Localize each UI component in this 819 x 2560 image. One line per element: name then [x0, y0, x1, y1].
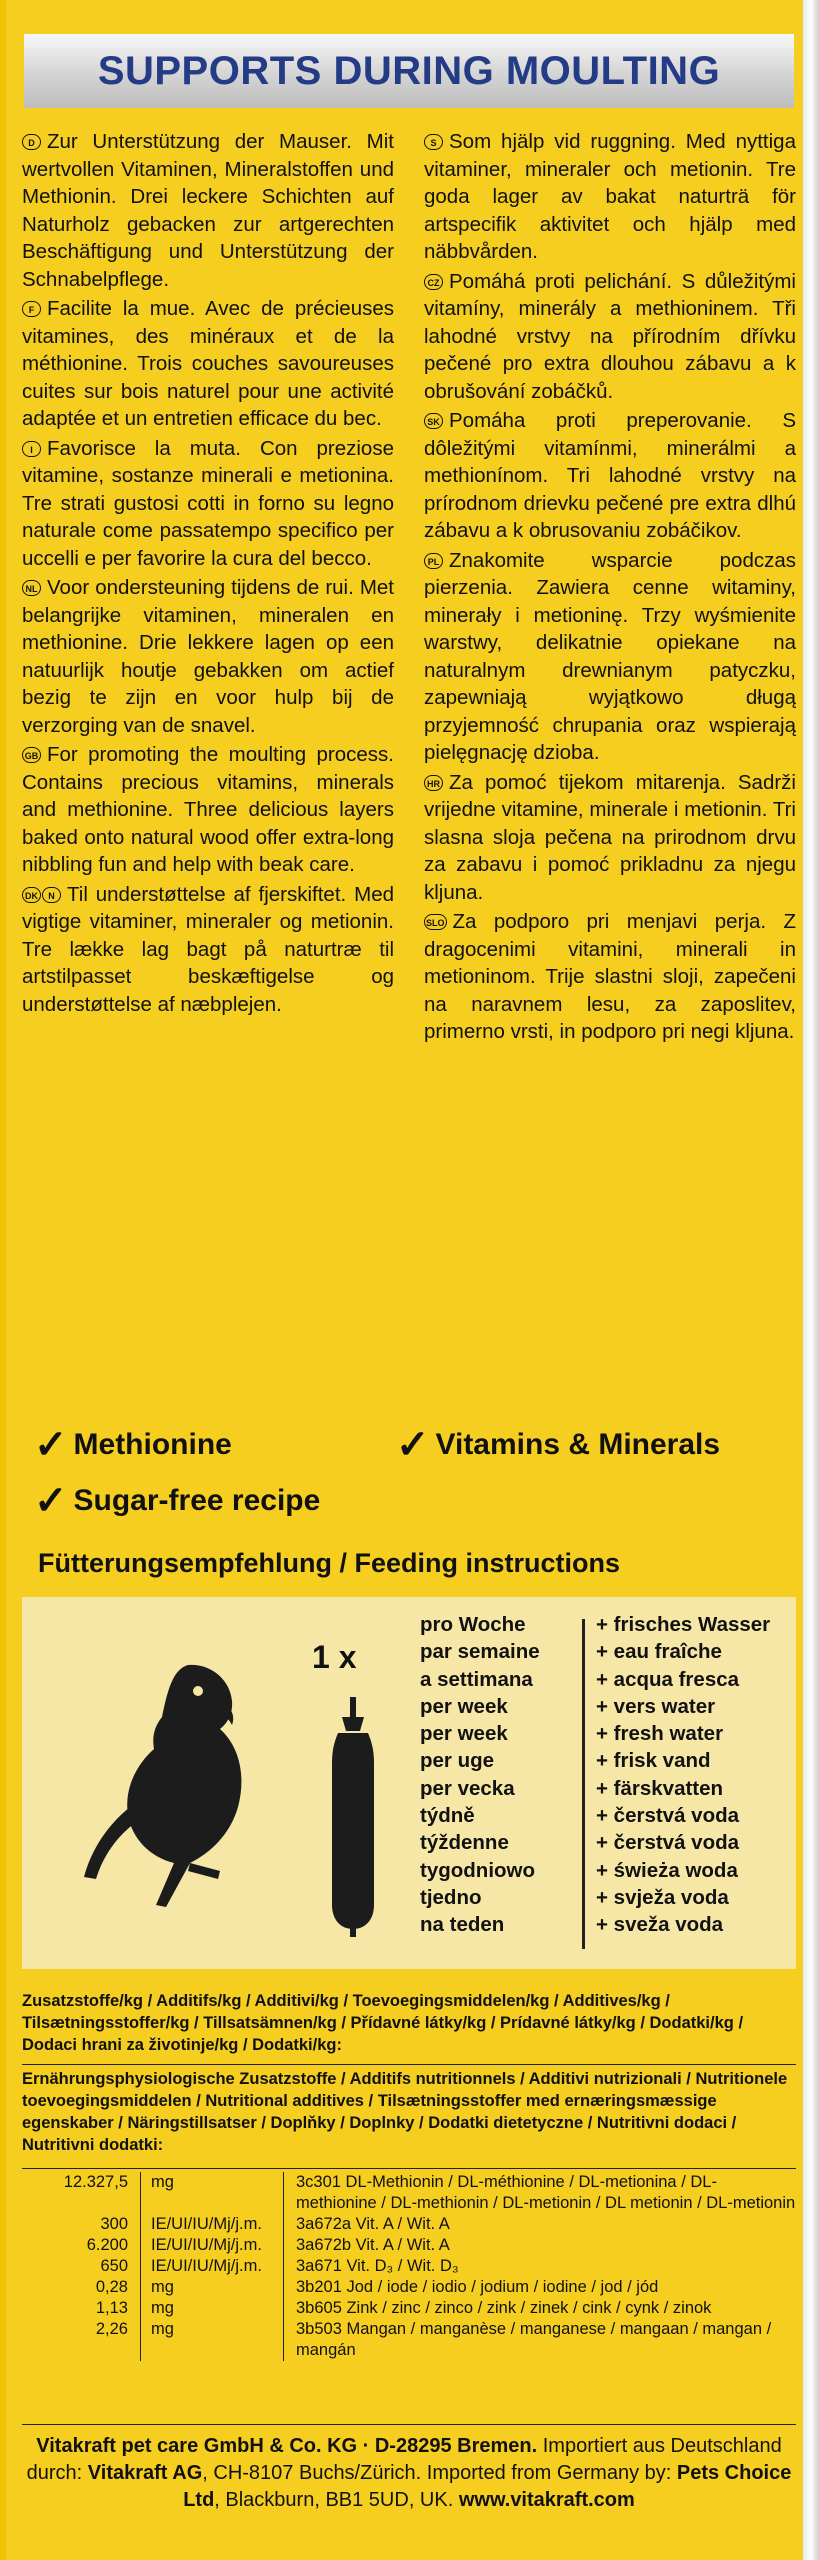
language-code-badge: SLO: [424, 914, 447, 930]
additive-amount: 650: [100, 2257, 128, 2275]
additives-heading: Zusatzstoffe/kg / Additifs/kg / Additivi/kg / Toevoegingsmiddelen/kg / Additives/kg / Tilsætningsstoffer/kg / Tillsatsämnen/kg / Přídavné látky/kg / Prídavné látky/kg / Dodatki/kg / Dodaci hrani za životinje/kg / Dodatki/kg:: [22, 1992, 744, 2054]
language-paragraph: [22, 741, 394, 879]
table-row: [22, 2319, 796, 2361]
water-item: + čerstvá voda: [596, 1804, 740, 1828]
language-text: Til understøttelse af fjerskiftet. Med vigtige vitaminer, mineraler og metionin. Tre lække lag bagt på naturtræ til artstilpasset beskæftigelse og understøttelse af næbplejen.: [22, 882, 394, 1016]
checkmark-icon: ✓: [34, 1423, 68, 1467]
left-edge: [0, 0, 6, 2560]
language-code-badge: HR: [424, 775, 443, 791]
language-paragraph: [424, 407, 796, 545]
language-text: Pomáhá proti pelichání. S důležitými vitamíny, minerály a methioninem. Tři lahodné vrstvy na přírodním dřívku pečené pro extra dlouhou zábavu a k obrušování zobáčků.: [424, 269, 796, 403]
table-row: [22, 2214, 796, 2235]
water-item: + frisk vand: [596, 1749, 711, 1773]
language-paragraph: [22, 574, 394, 739]
language-paragraph: [424, 128, 796, 266]
seed-stick-icon: [304, 1697, 404, 1937]
water-list: [596, 1611, 770, 1939]
additive-amount: 300: [100, 2215, 128, 2233]
nutritional-additives-heading: Ernährungsphysiologische Zusatzstoffe / Additifs nutritionnels / Additivi nutrizionali / Nutritionele toevoegingsmiddelen / Nutritional additives / Tilsætningsstoffer med ernæringsmæssige egenskaber / Näringstillsatser / Doplňky / Doplnky / Dodatki dietetyczne / Nutritivni dodaci / Nutritivni dodatki:: [22, 2070, 788, 2154]
checkmark-icon: ✓: [34, 1479, 68, 1523]
language-paragraph: [424, 547, 796, 767]
table-row: [22, 2256, 796, 2277]
additive-amount: 6.200: [86, 2236, 128, 2254]
water-item: + frisches Wasser: [596, 1613, 771, 1636]
claim-methionine: ✓ Methionine: [34, 1423, 232, 1467]
additive-unit: IE/UI/IU/Mj/j.m.: [141, 2214, 284, 2235]
language-paragraph: [424, 769, 796, 907]
language-code-badge: PL: [424, 553, 443, 569]
additives-table: [22, 2172, 796, 2361]
additive-unit: mg: [141, 2298, 284, 2319]
language-paragraph: [22, 881, 394, 1019]
water-item: + svježa voda: [596, 1885, 729, 1909]
additive-description: 3b503 Mangan / manganèse / manganese / mangaan / mangan / mangán: [284, 2319, 797, 2361]
language-code-badge: SK: [424, 413, 443, 429]
additive-amount: 0,28: [95, 2278, 128, 2296]
additive-description: 3b605 Zink / zinc / zinco / zink / zinek / cink / cynk / zinok: [284, 2298, 797, 2319]
website-link[interactable]: www.vitakraft.com: [458, 2489, 635, 2511]
additive-amount: 2,26: [95, 2320, 128, 2338]
language-text: Pomáha proti preperovanie. S dôležitými vitamínmi, minerálmi a methionínom. Tri lahodné vrstvy na prírodnom drievku pečené pre extra dlhú zábavu a k obrusovaniu zobáčikov.: [424, 409, 796, 542]
water-item: + färskvatten: [596, 1776, 724, 1800]
left-column: [22, 128, 394, 1048]
language-text: Znakomite wsparcie podczas pierzenia. Zawiera cenne witaminy, minerały i metioninę. Trzy wyśmienite warstwy, delikatnie opiekane na naturalnym drewnianym patyczku, zapewniają wyjątkowo długą przyjemność chrupania oraz wspierają pielęgnację dzioba.: [424, 548, 796, 764]
water-item: + čerstvá voda: [596, 1831, 740, 1855]
language-code-badge: I: [22, 441, 41, 457]
additive-description: 3c301 DL-Methionin / DL-méthionine / DL-metionina / DL-methionine / DL-methionin / DL-metionin / DL metionin / DL-metionin: [284, 2172, 797, 2214]
banner-title: SUPPORTS DURING MOULTING: [97, 48, 721, 93]
language-text: Favorisce la muta. Con preziose vitamine, sostanze minerali e metionina. Tre strati gustosi cotti in forno su legno naturale come passatempo specifico per uccelli e per favorire la cura del becco.: [22, 436, 394, 570]
additive-description: 3b201 Jod / iode / iodio / jodium / iodine / jod / jód: [284, 2277, 797, 2298]
manufacturer-footer: Vitakraft pet care GmbH & Co. KG · D-28295 Bremen. Importiert aus Deutschland durch: Vitakraft AG, CH-8107 Buchs/Zürich. Imported from Germany by: Pets Choice Ltd, Blackburn, BB1 5UD, UK. www.vitakraft.com: [26, 2435, 792, 2511]
table-row: [22, 2277, 796, 2298]
frequency-item: per week: [420, 1722, 508, 1746]
additive-amount: 1,13: [95, 2299, 128, 2317]
frequency-list: [420, 1611, 540, 1939]
additive-unit: IE/UI/IU/Mj/j.m.: [141, 2235, 284, 2256]
language-text: For promoting the moulting process. Contains precious vitamins, minerals and methionine. Three delicious layers baked onto natural wood offer extra-long nibbling fun and help with beak care.: [22, 743, 394, 876]
frequency-item: tjedno: [420, 1885, 482, 1909]
water-item: + fresh water: [596, 1722, 724, 1746]
language-paragraph: [22, 128, 394, 293]
language-code-badge: D: [22, 134, 41, 150]
table-row: [22, 2298, 796, 2319]
frequency-item: na teden: [420, 1913, 505, 1937]
frequency-item: per week: [420, 1694, 508, 1718]
additive-description: 3a671 Vit. D₃ / Wit. D₃: [284, 2256, 797, 2277]
checkmark-icon: ✓: [396, 1423, 430, 1467]
additive-unit: IE/UI/IU/Mj/j.m.: [141, 2256, 284, 2277]
additive-amount: 12.327,5: [63, 2173, 128, 2191]
language-code-badge: N: [42, 887, 61, 903]
table-row: [22, 2172, 796, 2214]
water-item: + eau fraîche: [596, 1640, 722, 1664]
claim-vitamins: ✓ Vitamins & Minerals: [396, 1423, 721, 1467]
frequency-item: tygodniowo: [420, 1858, 536, 1882]
frequency-item: týdně: [420, 1804, 475, 1828]
water-item: + acqua fresca: [596, 1667, 740, 1691]
additive-unit: mg: [141, 2172, 284, 2214]
frequency-item: par semaine: [420, 1640, 540, 1664]
claim-sugar-free: ✓ Sugar-free recipe: [34, 1479, 321, 1523]
rule-mid: [22, 2168, 796, 2169]
rule-bottom: [22, 2424, 796, 2425]
frequency-item: a settimana: [420, 1667, 533, 1691]
language-paragraph: [22, 295, 394, 433]
language-text: Facilite la mue. Avec de précieuses vitamines, des minéraux et de la méthionine. Trois couches savoureuses cuites sur bois naturel pour une activité adaptée et un entretien efficace du bec.: [22, 297, 394, 430]
table-row: [22, 2235, 796, 2256]
rule-top: [22, 2064, 796, 2065]
frequency-item: per vecka: [420, 1776, 515, 1800]
language-code-badge: GB: [22, 747, 41, 763]
water-item: + sveža voda: [596, 1913, 724, 1937]
language-paragraph: [22, 435, 394, 573]
language-text: Za pomoć tijekom mitarenja. Sadrži vrijedne vitamine, minerale i metionin. Tri slasna sloja pečena na prirodnom drvu za zabavu i pomoć prikladnu za njegu kljuna.: [424, 770, 796, 904]
quantity: 1 x: [312, 1639, 357, 1675]
claims: [34, 1425, 794, 1545]
right-edge-silver: [803, 0, 819, 2560]
language-paragraph: [424, 268, 796, 406]
feeding-title: Fütterungsempfehlung / Feeding instructions: [38, 1548, 621, 1578]
additive-unit: mg: [141, 2277, 284, 2298]
frequency-item: per uge: [420, 1749, 495, 1773]
language-code-badge: F: [22, 301, 41, 317]
feeding-instructions-box: [22, 1597, 796, 1969]
language-text: Zur Unterstützung der Mauser. Mit wertvollen Vitaminen, Mineralstoffen und Methionin. Drei leckere Schichten auf Naturholz gebacken zur artgerechten Beschäftigung und Unterstützung der Schnabelpflege.: [22, 130, 394, 291]
additive-description: 3a672b Vit. A / Wit. A: [284, 2235, 797, 2256]
language-code-badge: CZ: [424, 274, 443, 290]
additive-description: 3a672a Vit. A / Wit. A: [284, 2214, 797, 2235]
parrot-icon: [70, 1657, 260, 1917]
title-banner: [24, 34, 794, 108]
right-column: [424, 128, 796, 1048]
language-text: Som hjälp vid ruggning. Med nyttiga vitaminer, mineraler och metionin. Tre goda lager av bakat naturträ för artspecifik aktivitet och hjälp med näbbvården.: [424, 130, 796, 263]
frequency-item: pro Woche: [420, 1613, 526, 1636]
water-item: + vers water: [596, 1694, 716, 1718]
language-code-badge: NL: [22, 580, 41, 596]
additive-unit: mg: [141, 2319, 284, 2361]
language-paragraph: [424, 908, 796, 1046]
frequency-item: týždenne: [420, 1831, 509, 1855]
language-text: Voor ondersteuning tijdens de rui. Met belangrijke vitaminen, mineralen en methionine. Drie lekkere lagen op een natuurlijk houtje gebakken om actief bezig te zijn en voor hulp bij de verzorging van de snavel.: [22, 576, 394, 737]
description-columns: [22, 128, 796, 1048]
water-item: + świeża woda: [596, 1858, 738, 1882]
feeding-divider: [582, 1619, 585, 1949]
language-code-badge: S: [424, 134, 443, 150]
language-code-badge: DK: [22, 887, 41, 903]
language-text: Za podporo pri menjavi perja. Z dragocenimi vitamini, minerali in metioninom. Trije slastni sloji, zapečeni na naravnem lesu, za zaposlitev, primerno vrsti, in podporo pri negi kljuna.: [424, 910, 796, 1043]
